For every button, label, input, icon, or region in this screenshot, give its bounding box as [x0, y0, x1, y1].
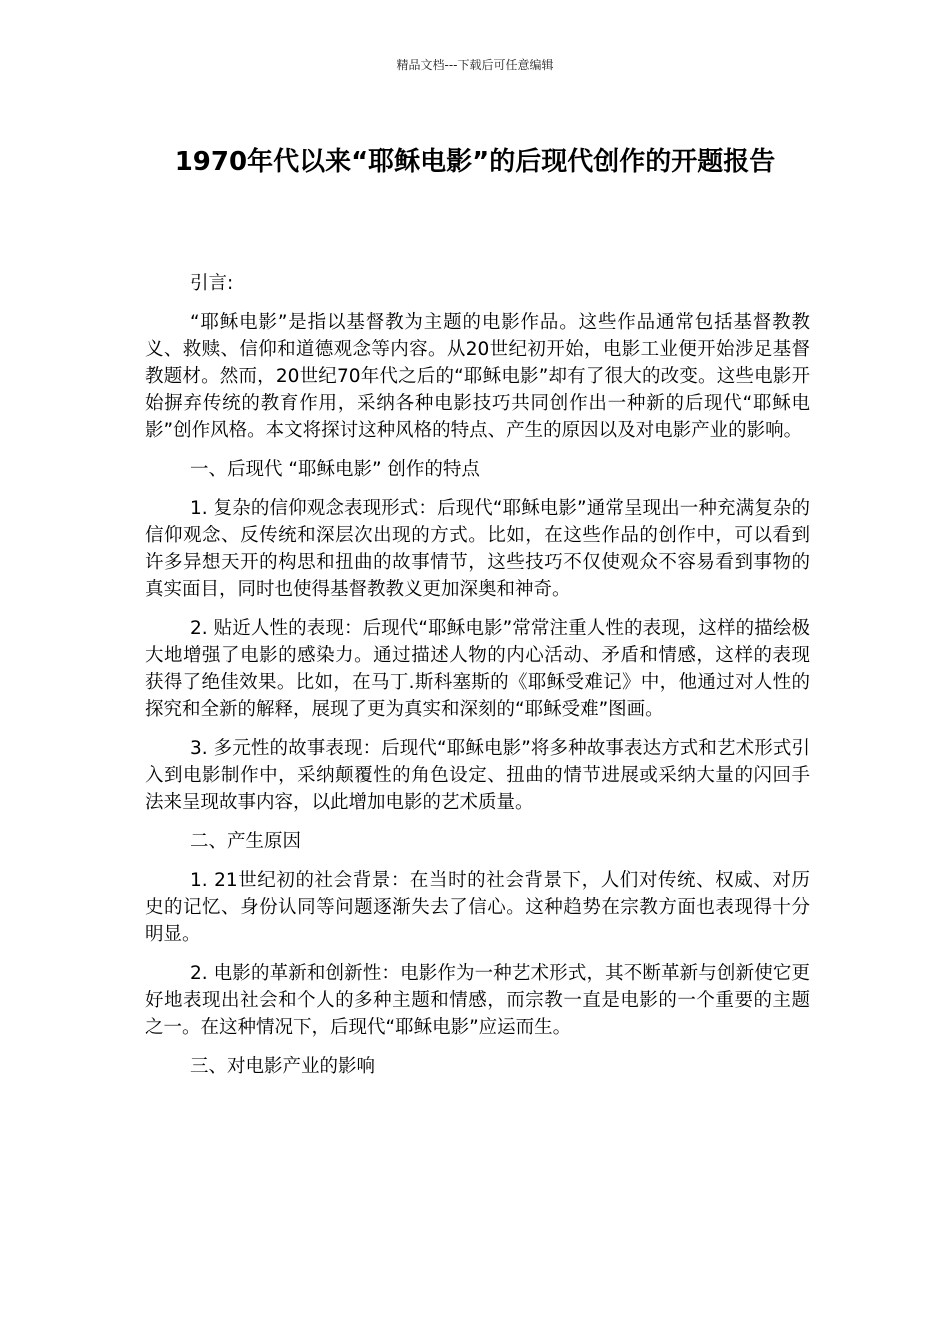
feature-item-3: 3. 多元性的故事表现：后现代“耶稣电影”将多种故事表达方式和艺术形式引入到电影制作中，采纳颠覆性的角色设定、扭曲的情节进展或采纳大量的闪回手法来呈现故事内容，以此增加电影的艺术质量。: [145, 738, 810, 813]
document-title: 1970年代以来“耶稣电影”的后现代创作的开题报告: [174, 147, 776, 177]
intro-label: 引言:: [190, 273, 234, 294]
cause-item-2: 2. 电影的革新和创新性：电影作为一种艺术形式，其不断革新与创新使它更好地表现出社会和个人的多种主题和情感，而宗教一直是电影的一个重要的主题之一。在这种情况下，后现代“耶稣电影”应运而生。: [145, 963, 810, 1038]
feature-item-1: 1. 复杂的信仰观念表现形式：后现代“耶稣电影”通常呈现出一种充满复杂的信仰观念、反传统和深层次出现的方式。比如，在这些作品的创作中，可以看到许多异想天开的构思和扭曲的故事情节，这些技巧不仅使观众不容易看到事物的真实面目，同时也使得基督教教义更加深奥和神奇。: [145, 498, 810, 600]
intro-paragraph: “耶稣电影”是指以基督教为主题的电影作品。这些作品通常包括基督教教义、救赎、信仰和道德观念等内容。从20世纪初开始，电影工业便开始涉足基督教题材。然而，20世纪70年代之后的“耶稣电影”却有了很大的改变。这些电影开始摒弃传统的教育作用，采纳各种电影技巧共同创作出一种新的后现代“耶稣电影”创作风格。本文将探讨这种风格的特点、产生的原因以及对电影产业的影响。: [145, 312, 810, 441]
section-heading-impact: 三、对电影产业的影响: [190, 1056, 376, 1077]
document-body: [145, 270, 810, 1092]
section-heading-causes: 二、产生原因: [190, 831, 302, 852]
cause-item-1: 1. 21世纪初的社会背景：在当时的社会背景下，人们对传统、权威、对历史的记忆、身份认同等问题逐渐失去了信心。这种趋势在宗教方面也表现得十分明显。: [145, 870, 810, 945]
feature-item-2: 2. 贴近人性的表现：后现代“耶稣电影”常常注重人性的表现，这样的描绘极大地增强了电影的感染力。通过描述人物的内心活动、矛盾和情感，这样的表现获得了绝佳效果。比如，在马丁.斯科塞斯的《耶稣受难记》中，他通过对人性的探究和全新的解释，展现了更为真实和深刻的“耶稣受难”图画。: [145, 618, 810, 720]
page-header: 精品文档---下载后可任意编辑: [396, 58, 554, 72]
section-heading-features: 一、后现代 “耶稣电影” 创作的特点: [190, 459, 480, 480]
